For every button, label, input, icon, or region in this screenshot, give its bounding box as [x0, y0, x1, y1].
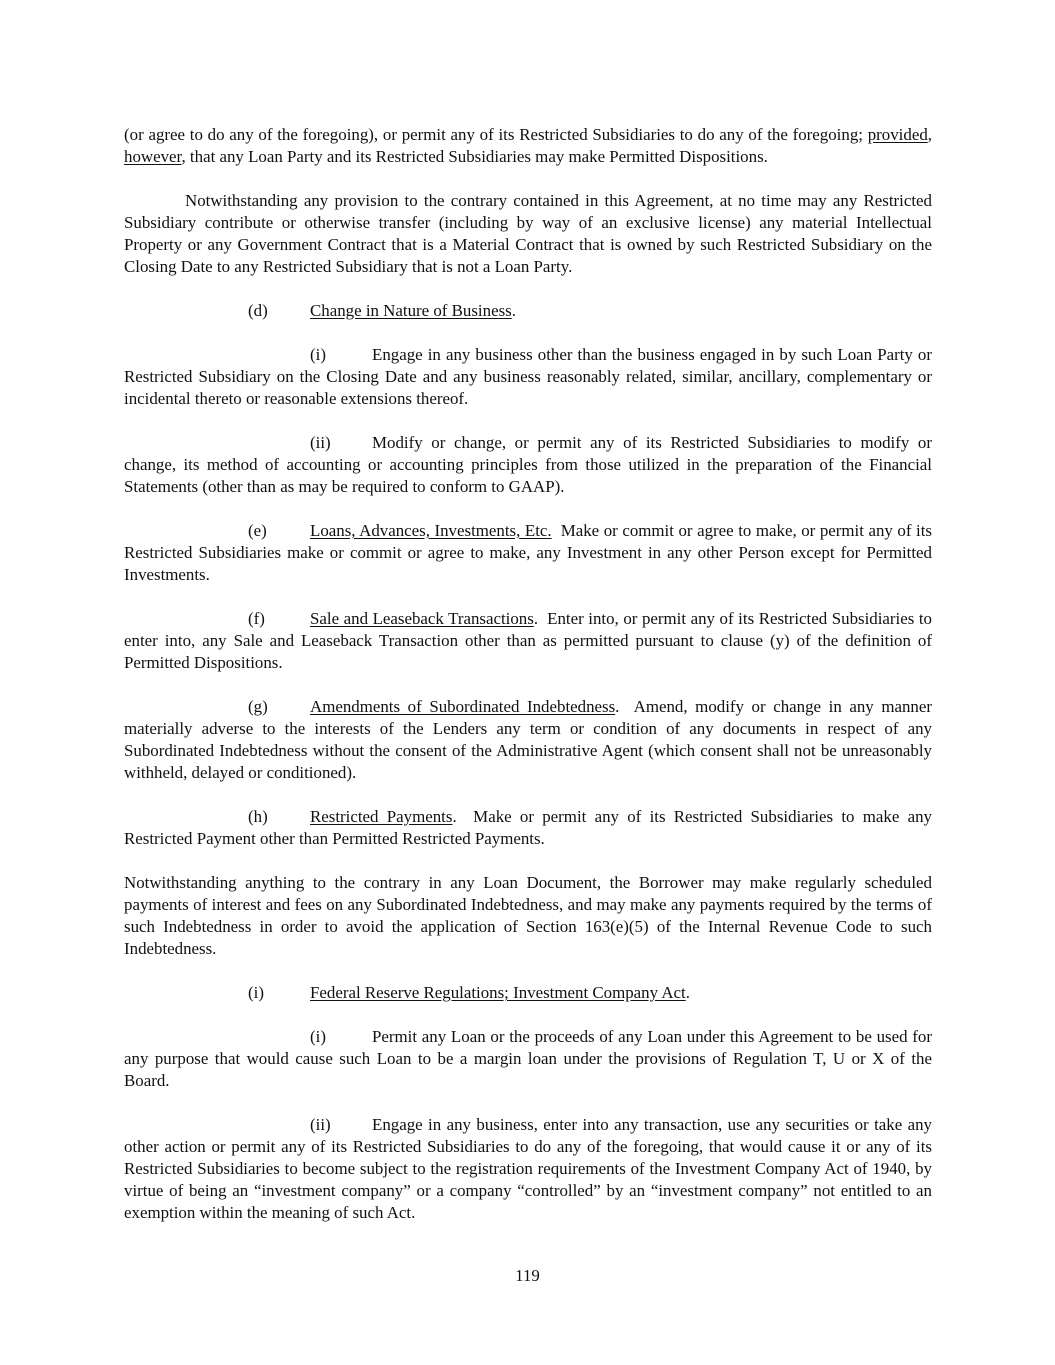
section-label: (h): [248, 807, 268, 826]
section-label: (f): [248, 609, 265, 628]
sub-label: (ii): [310, 1115, 331, 1134]
section-text: . Amend, modify or change in any manner materially adverse to the interests of the Lenders any term or condition of any documents in respect of any Subordinated Indebtedness without the consent of the Administrative Agent (which consent shall not be unreasonably withheld, delayed or conditioned).: [124, 697, 937, 782]
section-h: [124, 806, 937, 850]
section-g: [124, 696, 937, 784]
section-period: .: [685, 983, 690, 1002]
section-f: [124, 608, 937, 674]
sub-label: (i): [310, 345, 326, 364]
document-page: [124, 124, 937, 1224]
section-text: Make or commit or agree to make, or permit any of its Restricted Subsidiaries make or commit or agree to make, any Investment in any other Person except for Permitted Investments.: [124, 521, 937, 584]
section-d-heading: [124, 300, 932, 322]
notwithstanding-paragraph-1: Notwithstanding any provision to the contrary contained in this Agreement, at no time may any Restricted Subsidiary contribute or otherwise transfer (including by way of an exclusive license) any material Intellectual Property or any Government Contract that is a Material Contract that is owned by such Restricted Subsidiary on the Closing Date to any Restricted Subsidiary that is not a Loan Party.: [124, 191, 932, 276]
section-text: . Enter into, or permit any of its Restricted Subsidiaries to enter into, any Sale and Leaseback Transaction other than as permitted pursuant to clause (y) of the definition of Permitted Dispositions.: [124, 609, 937, 672]
section-title: Amendments of Subordinated Indebtedness: [310, 697, 616, 716]
sub-text: Permit any Loan or the proceeds of any Loan under this Agreement to be used for any purpose that would cause such Loan to be a margin loan under the provisions of Regulation T, U or X of the Board.: [124, 1027, 932, 1090]
paragraph-text: , that any Loan Party and its Restricted Subsidiaries may make Permitted Dispositions.: [181, 147, 768, 166]
sub-text: Engage in any business other than the business engaged in by such Loan Party or Restricted Subsidiary on the Closing Date and any business reasonably related, similar, ancillary, complementary or incidental thereto or reasonable extensions thereof.: [124, 345, 932, 408]
paragraph-text: (or agree to do any of the foregoing), or permit any of its Restricted Subsidiaries to do any of the foregoing;: [124, 125, 863, 144]
sub-text: Engage in any business, enter into any transaction, use any securities or take any other action or permit any of its Restricted Subsidiaries to do any of the foregoing, that would cause it or any of its Restricted Subsidiaries to become subject to the registration requirements of the Investment Company Act of 1940, by virtue of being an “investment company” or a company “controlled” by an “investment company” not entitled to an exemption within the meaning of such Act.: [124, 1115, 932, 1222]
section-title: Loans, Advances, Investments, Etc.: [310, 521, 552, 540]
section-label: (e): [248, 521, 267, 540]
section-title: Restricted Payments: [310, 807, 453, 826]
section-title: Federal Reserve Regulations; Investment Company Act: [310, 983, 686, 1002]
section-i-heading: [124, 982, 932, 1004]
sub-label: (i): [310, 1027, 326, 1046]
section-label: (i): [248, 983, 264, 1002]
section-i-sub-i: [124, 1026, 932, 1092]
continued-paragraph: [124, 124, 932, 168]
page-number: 119: [515, 1266, 540, 1285]
sub-label: (ii): [310, 433, 331, 452]
section-d-sub-i: [124, 344, 932, 410]
separator: ,: [927, 125, 932, 144]
section-text: . Make or permit any of its Restricted Subsidiaries to make any Restricted Payment other than Permitted Restricted Payments.: [124, 807, 937, 848]
sub-text: Modify or change, or permit any of its Restricted Subsidiaries to modify or change, its method of accounting or accounting principles from those utilized in the preparation of the Financial Statements (other than as may be required to conform to GAAP).: [124, 433, 932, 496]
notwithstanding-paragraph-2: Notwithstanding anything to the contrary in any Loan Document, the Borrower may make regularly scheduled payments of interest and fees on any Subordinated Indebtedness, and may make any payments required by the terms of such Indebtedness in order to avoid the application of Section 163(e)(5) of the Internal Revenue Code to such Indebtedness.: [124, 873, 932, 958]
section-title: Change in Nature of Business: [310, 301, 512, 320]
section-label: (g): [248, 697, 268, 716]
section-period: .: [511, 301, 516, 320]
section-i-sub-ii: [124, 1114, 932, 1224]
section-label: (d): [248, 301, 268, 320]
section-e: [124, 520, 937, 586]
provided-term: provided: [867, 125, 928, 144]
section-title: Sale and Leaseback Transactions: [310, 609, 534, 628]
section-d-sub-ii: [124, 432, 932, 498]
however-term: however: [124, 147, 182, 166]
